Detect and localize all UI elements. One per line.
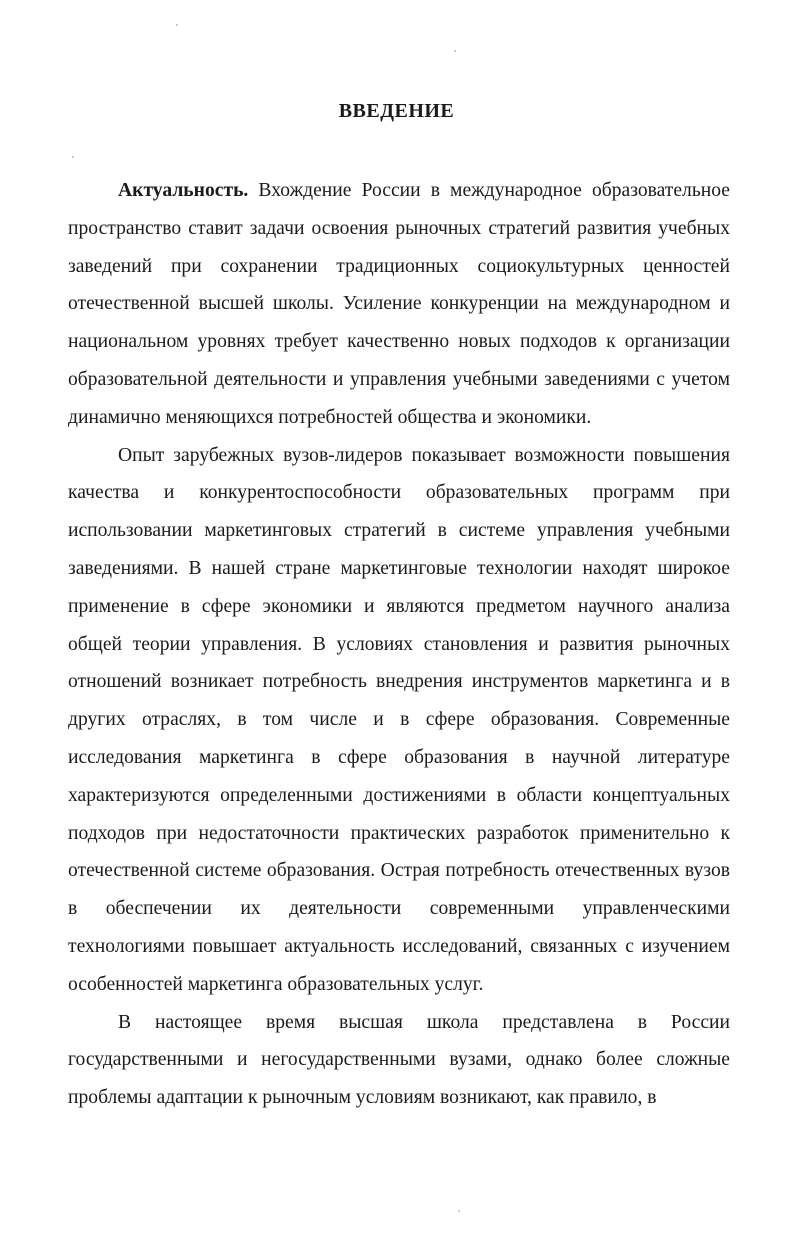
paragraph-higher-school: В настоящее время высшая школа представлена в России государственными и негосударственными вузами, однако более сложные проблемы адаптации к рыночным условиям возникают, как правило, в <box>68 1011 730 1109</box>
paragraph-foreign-experience: Опыт зарубежных вузов-лидеров показывает возможности повышения качества и конкурентоспособности образовательных программ при использовании маркетинговых стратегий в системе управления учебными заведениями. В нашей стране маркетинговые технологии находят широкое применение в сфере экономики и являются предметом научного анализа общей теории управления. В условиях становления и развития рыночных отношений возникает потребность внедрения инструментов маркетинга и в других отраслях, в том числе и в сфере образования. Современные исследования маркетинга в сфере образования в научной литературе характеризуются определенными достижениями в области концептуальных подходов при недостаточности практических разработок применительно к отечественной системе образования. Острая потребность отечественных вузов в обеспечении их деятельности современными управленческими технологиями повышает актуальность исследований, связанных с изучением особенностей маркетинга образовательных услуг. <box>68 444 730 995</box>
scan-speck <box>454 50 456 52</box>
scan-speck <box>72 156 74 158</box>
body-text <box>68 172 730 1117</box>
paragraph-text: Вхождение России в международное образовательное пространство ставит задачи освоения рыночных стратегий развития учебных заведений при сохранении традиционных социокультурных ценностей отечественной высшей школы. Усиление конкуренции на международном и национальном уровнях требует качественно новых подходов к организации образовательной деятельности и управления учебными заведениями с учетом динамично меняющихся потребностей общества и экономики. <box>68 180 730 428</box>
paragraph-lead: Актуальность. <box>118 180 249 201</box>
scan-speck <box>458 1210 460 1212</box>
scan-speck <box>176 24 178 26</box>
paragraph-relevance <box>68 172 730 437</box>
page-title: ВВЕДЕНИЕ <box>338 100 455 122</box>
